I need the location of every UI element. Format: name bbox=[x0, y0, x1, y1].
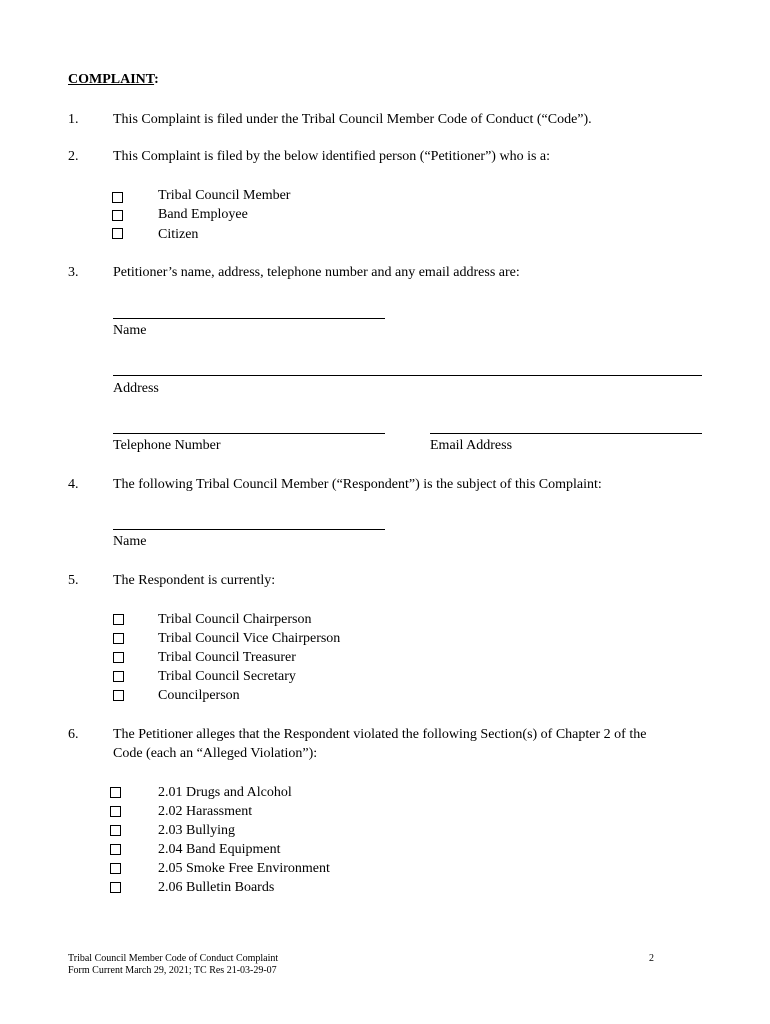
item-4-number: 4. bbox=[68, 477, 79, 492]
checkbox-band-employee[interactable] bbox=[112, 210, 123, 221]
petitioner-email-field[interactable] bbox=[430, 433, 702, 434]
option-label: 2.05 Smoke Free Environment bbox=[158, 861, 330, 876]
option-label: Councilperson bbox=[158, 688, 240, 703]
checkbox-chairperson[interactable] bbox=[113, 614, 124, 625]
item-2-text: This Complaint is filed by the below identified person (“Petitioner”) who is a: bbox=[113, 149, 551, 164]
checkbox-bulletin-boards[interactable] bbox=[110, 882, 121, 893]
option-label: Tribal Council Treasurer bbox=[158, 650, 296, 665]
checkbox-treasurer[interactable] bbox=[113, 652, 124, 663]
petitioner-name-label: Name bbox=[113, 323, 147, 338]
item-3-text: Petitioner’s name, address, telephone number and any email address are: bbox=[113, 265, 520, 280]
checkbox-citizen[interactable] bbox=[112, 228, 123, 239]
petitioner-address-label: Address bbox=[113, 381, 159, 396]
petitioner-address-field[interactable] bbox=[113, 375, 702, 376]
footer-form-version: Form Current March 29, 2021; TC Res 21-03-29-07 bbox=[68, 965, 277, 976]
checkbox-harassment[interactable] bbox=[110, 806, 121, 817]
item-4-text: The following Tribal Council Member (“Respondent”) is the subject of this Complaint: bbox=[113, 477, 602, 492]
checkbox-vice-chairperson[interactable] bbox=[113, 633, 124, 644]
item-6-number: 6. bbox=[68, 727, 79, 742]
item-3-number: 3. bbox=[68, 265, 79, 280]
checkbox-band-equipment[interactable] bbox=[110, 844, 121, 855]
option-label: 2.01 Drugs and Alcohol bbox=[158, 785, 292, 800]
option-label: Tribal Council Chairperson bbox=[158, 612, 312, 627]
option-label: Tribal Council Member bbox=[158, 188, 291, 203]
option-label: 2.02 Harassment bbox=[158, 804, 253, 819]
option-label: 2.03 Bullying bbox=[158, 823, 236, 838]
option-label: 2.04 Band Equipment bbox=[158, 842, 281, 857]
footer-form-title: Tribal Council Member Code of Conduct Complaint bbox=[68, 953, 279, 964]
checkbox-secretary[interactable] bbox=[113, 671, 124, 682]
checkbox-bullying[interactable] bbox=[110, 825, 121, 836]
checkbox-tribal-council-member[interactable] bbox=[112, 192, 123, 203]
item-6-text-line2: Code (each an “Alleged Violation”): bbox=[113, 746, 318, 761]
item-1-text: This Complaint is filed under the Tribal Council Member Code of Conduct (“Code”). bbox=[113, 112, 592, 127]
option-label: Band Employee bbox=[158, 207, 248, 222]
option-label: Tribal Council Vice Chairperson bbox=[158, 631, 341, 646]
checkbox-smoke-free-environment[interactable] bbox=[110, 863, 121, 874]
checkbox-councilperson[interactable] bbox=[113, 690, 124, 701]
page-number: 2 bbox=[649, 953, 654, 964]
petitioner-name-field[interactable] bbox=[113, 318, 385, 319]
item-2-number: 2. bbox=[68, 149, 79, 164]
page-heading: COMPLAINT: bbox=[68, 72, 159, 87]
petitioner-telephone-label: Telephone Number bbox=[113, 438, 221, 453]
item-5-text: The Respondent is currently: bbox=[113, 573, 276, 588]
item-6-text-line1: The Petitioner alleges that the Respondent violated the following Section(s) of Chapter 2 of the bbox=[113, 727, 647, 742]
checkbox-drugs-and-alcohol[interactable] bbox=[110, 787, 121, 798]
option-label: Tribal Council Secretary bbox=[158, 669, 296, 684]
item-5-number: 5. bbox=[68, 573, 79, 588]
option-label: 2.06 Bulletin Boards bbox=[158, 880, 275, 895]
petitioner-telephone-field[interactable] bbox=[113, 433, 385, 434]
item-1-number: 1. bbox=[68, 112, 79, 127]
option-label: Citizen bbox=[158, 227, 199, 242]
respondent-name-label: Name bbox=[113, 534, 147, 549]
petitioner-email-label: Email Address bbox=[430, 438, 513, 453]
respondent-name-field[interactable] bbox=[113, 529, 385, 530]
